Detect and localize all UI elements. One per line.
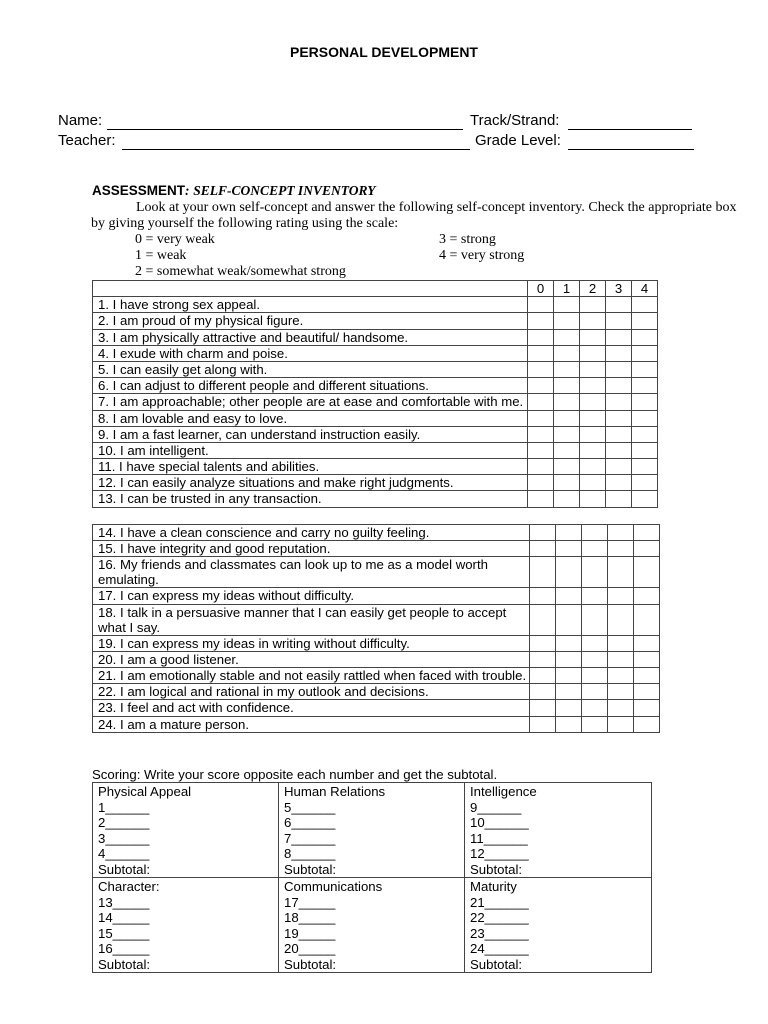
rating-box-1[interactable] (554, 329, 580, 345)
rating-header-1: 1 (554, 281, 580, 297)
inventory-item-text: 6. I can adjust to different people and different situations. (93, 378, 528, 394)
rating-box-3[interactable] (608, 651, 634, 667)
rating-box-3[interactable] (606, 297, 632, 313)
rating-box-1[interactable] (554, 442, 580, 458)
track-field[interactable] (568, 129, 692, 130)
score-blank[interactable]: 24______ (470, 941, 529, 956)
rating-box-0[interactable] (530, 588, 556, 604)
inventory-row (93, 426, 658, 442)
score-blank[interactable]: 20_____ (284, 941, 336, 956)
scoring-group-title: Human Relations (284, 784, 386, 799)
rating-header-row (93, 281, 658, 297)
inventory-item-text: 3. I am physically attractive and beautiful/ handsome. (93, 329, 528, 345)
rating-box-3[interactable] (608, 604, 634, 635)
rating-box-0[interactable] (528, 426, 554, 442)
inventory-row (93, 491, 658, 507)
grade-field[interactable] (568, 149, 694, 150)
inventory-row (93, 459, 658, 475)
scoring-group (465, 878, 652, 973)
rating-box-4[interactable] (634, 635, 660, 651)
rating-box-3[interactable] (608, 716, 634, 732)
rating-box-3[interactable] (608, 635, 634, 651)
rating-box-1[interactable] (554, 459, 580, 475)
rating-box-3[interactable] (608, 525, 634, 541)
rating-box-1[interactable] (556, 557, 582, 588)
inventory-row (93, 394, 658, 410)
rating-box-0[interactable] (530, 651, 556, 667)
rating-box-0[interactable] (528, 475, 554, 491)
rating-box-4[interactable] (634, 604, 660, 635)
rating-box-1[interactable] (556, 651, 582, 667)
rating-box-2[interactable] (580, 410, 606, 426)
name-label: Name: (58, 112, 103, 129)
score-blank[interactable]: 23______ (470, 925, 529, 941)
rating-box-2[interactable] (582, 700, 608, 716)
rating-box-1[interactable] (554, 410, 580, 426)
rating-box-3[interactable] (608, 667, 634, 683)
score-blank[interactable]: 17_____ (284, 894, 336, 910)
score-blank[interactable]: 14_____ (98, 910, 150, 925)
scoring-group-title: Intelligence (470, 784, 537, 799)
inventory-row (93, 410, 658, 426)
rating-box-2[interactable] (580, 394, 606, 410)
rating-box-0[interactable] (530, 541, 556, 557)
inventory-row (93, 651, 660, 667)
rating-box-1[interactable] (556, 541, 582, 557)
inventory-row (93, 313, 658, 329)
inventory-row (93, 541, 660, 557)
scoring-group (93, 878, 279, 973)
rating-box-0[interactable] (530, 684, 556, 700)
inventory-row (93, 635, 660, 651)
inventory-item-text: 1. I have strong sex appeal. (93, 297, 528, 313)
inventory-row (93, 361, 658, 377)
inventory-item-text: 7. I am approachable; other people are at ease and comfortable with me. (93, 394, 528, 410)
rating-box-1[interactable] (554, 426, 580, 442)
subtotal-label[interactable]: Subtotal: (470, 861, 523, 877)
rating-box-2[interactable] (582, 541, 608, 557)
rating-box-0[interactable] (528, 410, 554, 426)
rating-box-0[interactable] (528, 329, 554, 345)
rating-box-1[interactable] (554, 297, 580, 313)
grade-label: Grade Level: (475, 132, 561, 149)
rating-box-0[interactable] (528, 345, 554, 361)
rating-box-0[interactable] (528, 297, 554, 313)
inventory-item-text: 9. I am a fast learner, can understand instruction easily. (93, 426, 528, 442)
inventory-item-text: 22. I am logical and rational in my outlook and decisions. (93, 684, 530, 700)
rating-box-3[interactable] (606, 329, 632, 345)
rating-box-0[interactable] (530, 525, 556, 541)
inventory-item-text: 2. I am proud of my physical figure. (93, 313, 528, 329)
rating-header-2: 2 (580, 281, 606, 297)
rating-box-2[interactable] (582, 684, 608, 700)
scale-2: 2 = somewhat weak/somewhat strong (135, 264, 346, 279)
inventory-item-text: 13. I can be trusted in any transaction. (93, 491, 528, 507)
rating-box-1[interactable] (554, 313, 580, 329)
scoring-row (93, 878, 652, 973)
inventory-row (93, 329, 658, 345)
score-blank[interactable]: 21______ (470, 894, 529, 910)
scoring-group (279, 783, 465, 878)
score-blank[interactable]: 5______ (284, 799, 336, 815)
inventory-row (93, 604, 660, 635)
rating-box-2[interactable] (580, 297, 606, 313)
assessment-label: ASSESSMENT (92, 183, 186, 198)
score-blank[interactable]: 19_____ (284, 925, 336, 941)
rating-box-4[interactable] (634, 541, 660, 557)
rating-box-0[interactable] (530, 635, 556, 651)
rating-box-4[interactable] (634, 716, 660, 732)
inventory-item-text: 14. I have a clean conscience and carry no guilty feeling. (93, 525, 530, 541)
rating-box-2[interactable] (580, 426, 606, 442)
subtotal-label[interactable]: Subtotal: (284, 956, 337, 972)
rating-box-2[interactable] (582, 604, 608, 635)
track-label: Track/Strand: (470, 112, 560, 129)
rating-box-2[interactable] (580, 459, 606, 475)
rating-box-1[interactable] (556, 700, 582, 716)
scoring-group (279, 878, 465, 973)
rating-box-3[interactable] (608, 588, 634, 604)
rating-header-0: 0 (528, 281, 554, 297)
rating-box-3[interactable] (608, 684, 634, 700)
inventory-item-text: 10. I am intelligent. (93, 442, 528, 458)
rating-box-4[interactable] (632, 459, 658, 475)
score-blank[interactable]: 16_____ (98, 941, 150, 956)
inventory-item-text: 15. I have integrity and good reputation. (93, 541, 530, 557)
name-row (58, 112, 698, 134)
rating-box-3[interactable] (606, 410, 632, 426)
rating-box-3[interactable] (606, 394, 632, 410)
inventory-row (93, 442, 658, 458)
score-blank[interactable]: 7______ (284, 830, 336, 846)
scoring-group (465, 783, 652, 878)
scoring-group (93, 783, 279, 878)
rating-box-3[interactable] (606, 313, 632, 329)
score-blank[interactable]: 6______ (284, 815, 336, 830)
rating-box-2[interactable] (580, 313, 606, 329)
rating-box-1[interactable] (556, 635, 582, 651)
rating-box-1[interactable] (554, 475, 580, 491)
rating-box-2[interactable] (580, 475, 606, 491)
score-blank[interactable]: 13_____ (98, 894, 150, 910)
scoring-group-title: Communications (284, 879, 383, 894)
inventory-item-text: 20. I am a good listener. (93, 651, 530, 667)
rating-box-3[interactable] (606, 426, 632, 442)
score-blank[interactable]: 1______ (98, 799, 150, 815)
score-blank[interactable]: 8______ (284, 846, 336, 861)
scale-1: 1 = weak (135, 248, 187, 263)
inventory-row (93, 716, 660, 732)
inventory-item-text: 16. My friends and classmates can look up to me as a model worth emulating. (93, 557, 530, 588)
rating-box-4[interactable] (634, 667, 660, 683)
rating-box-1[interactable] (556, 604, 582, 635)
rating-box-3[interactable] (606, 345, 632, 361)
inventory-item-text: 12. I can easily analyze situations and make right judgments. (93, 475, 528, 491)
inventory-item-text: 21. I am emotionally stable and not easily rattled when faced with trouble. (93, 667, 530, 683)
inventory-table-part1 (92, 280, 658, 508)
scale-4: 4 = very strong (439, 248, 525, 263)
rating-box-0[interactable] (530, 557, 556, 588)
score-blank[interactable]: 3______ (98, 830, 150, 846)
rating-box-2[interactable] (582, 635, 608, 651)
rating-box-2[interactable] (580, 378, 606, 394)
rating-box-2[interactable] (580, 361, 606, 377)
rating-box-0[interactable] (530, 716, 556, 732)
rating-box-1[interactable] (556, 667, 582, 683)
rating-box-3[interactable] (606, 475, 632, 491)
assessment-colon: : (185, 183, 190, 198)
rating-box-0[interactable] (528, 313, 554, 329)
rating-box-4[interactable] (634, 557, 660, 588)
rating-box-0[interactable] (528, 361, 554, 377)
rating-box-4[interactable] (632, 329, 658, 345)
score-blank[interactable]: 2______ (98, 815, 150, 830)
rating-box-3[interactable] (606, 378, 632, 394)
rating-header-blank (93, 281, 528, 297)
rating-box-2[interactable] (580, 491, 606, 507)
rating-box-2[interactable] (580, 345, 606, 361)
inventory-row (93, 557, 660, 588)
score-blank[interactable]: 18_____ (284, 910, 336, 925)
inventory-row (93, 297, 658, 313)
subtotal-label[interactable]: Subtotal: (98, 956, 151, 972)
rating-box-1[interactable] (556, 525, 582, 541)
scoring-row (93, 783, 652, 878)
scoring-table (92, 782, 652, 973)
scoring-group-title: Character: (98, 879, 160, 894)
rating-box-2[interactable] (582, 588, 608, 604)
page-title: PERSONAL DEVELOPMENT (290, 44, 478, 60)
rating-box-4[interactable] (634, 651, 660, 667)
subtotal-label[interactable]: Subtotal: (284, 861, 337, 877)
inventory-item-text: 19. I can express my ideas in writing without difficulty. (93, 635, 530, 651)
scoring-group-title: Maturity (470, 879, 517, 894)
teacher-label: Teacher: (58, 132, 116, 149)
rating-box-3[interactable] (606, 442, 632, 458)
rating-box-3[interactable] (606, 491, 632, 507)
inventory-item-text: 18. I talk in a persuasive manner that I can easily get people to accept what I say. (93, 604, 530, 635)
rating-box-3[interactable] (608, 557, 634, 588)
rating-box-2[interactable] (582, 525, 608, 541)
rating-box-4[interactable] (632, 475, 658, 491)
rating-box-4[interactable] (632, 313, 658, 329)
rating-box-0[interactable] (528, 394, 554, 410)
rating-box-0[interactable] (530, 700, 556, 716)
inventory-item-text: 4. I exude with charm and poise. (93, 345, 528, 361)
instructions-text: Look at your own self-concept and answer the following self-concept inventory. Check the appropriate box by giving yourself the following rating using the scale: (91, 200, 737, 231)
score-blank[interactable]: 4______ (98, 846, 150, 861)
score-blank[interactable]: 15_____ (98, 925, 150, 941)
rating-box-1[interactable] (556, 716, 582, 732)
name-field[interactable] (107, 129, 463, 130)
rating-box-3[interactable] (608, 700, 634, 716)
scale-3: 3 = strong (439, 232, 496, 247)
rating-header-3: 3 (606, 281, 632, 297)
rating-box-4[interactable] (632, 410, 658, 426)
inventory-row (93, 378, 658, 394)
subtotal-label[interactable]: Subtotal: (470, 956, 523, 972)
teacher-row (58, 132, 698, 154)
rating-box-1[interactable] (554, 491, 580, 507)
scale-0: 0 = very weak (135, 232, 215, 247)
instructions (91, 200, 751, 232)
score-blank[interactable]: 10______ (470, 815, 529, 830)
rating-box-0[interactable] (528, 491, 554, 507)
rating-box-3[interactable] (606, 361, 632, 377)
inventory-row (93, 700, 660, 716)
inventory-row (93, 345, 658, 361)
rating-box-2[interactable] (580, 442, 606, 458)
rating-box-0[interactable] (530, 604, 556, 635)
score-blank[interactable]: 22______ (470, 910, 529, 925)
inventory-table-part2 (92, 524, 660, 733)
scoring-note: Scoring: Write your score opposite each number and get the subtotal. (92, 767, 498, 782)
rating-box-4[interactable] (632, 394, 658, 410)
inventory-row (93, 525, 660, 541)
rating-box-0[interactable] (528, 459, 554, 475)
rating-box-1[interactable] (556, 684, 582, 700)
assessment-subtitle: SELF-CONCEPT INVENTORY (193, 183, 376, 198)
rating-box-1[interactable] (554, 361, 580, 377)
rating-box-1[interactable] (556, 588, 582, 604)
inventory-item-text: 11. I have special talents and abilities. (93, 459, 528, 475)
inventory-row (93, 667, 660, 683)
rating-box-2[interactable] (582, 651, 608, 667)
rating-box-0[interactable] (528, 442, 554, 458)
rating-box-4[interactable] (634, 700, 660, 716)
rating-box-1[interactable] (554, 394, 580, 410)
score-blank[interactable]: 12______ (470, 846, 529, 861)
inventory-item-text: 8. I am lovable and easy to love. (93, 410, 528, 426)
rating-box-4[interactable] (634, 525, 660, 541)
rating-box-1[interactable] (554, 345, 580, 361)
rating-box-1[interactable] (554, 378, 580, 394)
rating-box-4[interactable] (634, 588, 660, 604)
scoring-group-title: Physical Appeal (98, 784, 192, 799)
rating-box-3[interactable] (608, 541, 634, 557)
rating-box-2[interactable] (582, 667, 608, 683)
inventory-item-text: 5. I can easily get along with. (93, 361, 528, 377)
rating-box-4[interactable] (632, 426, 658, 442)
inventory-item-text: 24. I am a mature person. (93, 716, 530, 732)
rating-header-4: 4 (632, 281, 658, 297)
rating-box-2[interactable] (580, 329, 606, 345)
rating-box-4[interactable] (632, 378, 658, 394)
teacher-field[interactable] (122, 149, 470, 150)
rating-box-2[interactable] (582, 716, 608, 732)
rating-box-3[interactable] (606, 459, 632, 475)
inventory-row (93, 588, 660, 604)
inventory-item-text: 23. I feel and act with confidence. (93, 700, 530, 716)
score-blank[interactable]: 9______ (470, 799, 522, 815)
inventory-row (93, 475, 658, 491)
rating-box-4[interactable] (634, 684, 660, 700)
rating-box-4[interactable] (632, 442, 658, 458)
assessment-heading (92, 183, 375, 199)
subtotal-label[interactable]: Subtotal: (98, 861, 151, 877)
rating-box-4[interactable] (632, 491, 658, 507)
rating-box-4[interactable] (632, 361, 658, 377)
rating-box-4[interactable] (632, 297, 658, 313)
rating-box-0[interactable] (530, 667, 556, 683)
inventory-item-text: 17. I can express my ideas without difficulty. (93, 588, 530, 604)
rating-box-0[interactable] (528, 378, 554, 394)
inventory-row (93, 684, 660, 700)
score-blank[interactable]: 11______ (470, 830, 528, 846)
rating-box-4[interactable] (632, 345, 658, 361)
rating-box-2[interactable] (582, 557, 608, 588)
